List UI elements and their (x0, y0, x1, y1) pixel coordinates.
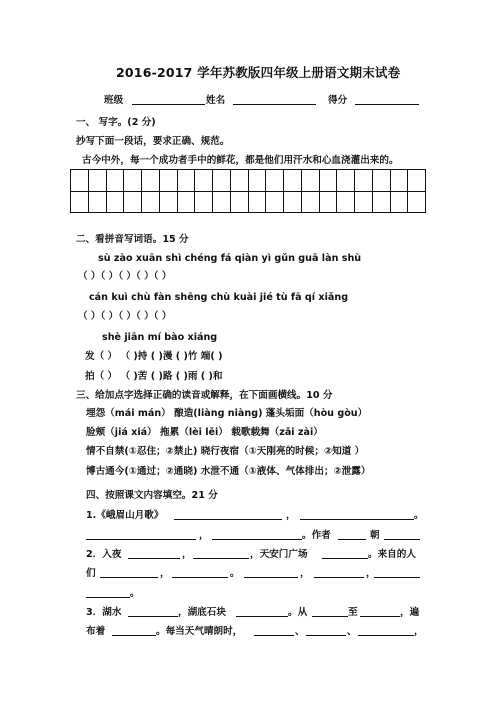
q2-comma-4: ， (366, 568, 376, 579)
q1-period: 。 (414, 510, 424, 521)
q3-stones: ，湖底石块 (178, 607, 226, 618)
q1-blank-1[interactable] (174, 519, 282, 520)
q3-blank-3[interactable] (312, 616, 348, 617)
q3-blank-1[interactable] (128, 616, 178, 617)
q2-blank-3[interactable] (322, 558, 368, 559)
q3-covered: 布着 (86, 626, 106, 637)
class-label: 班级 (104, 95, 124, 106)
writing-grid[interactable] (70, 169, 426, 213)
page-title: 2016-2017 学年苏教版四年级上册语文期末试卷 (116, 65, 401, 80)
q3-blank-6[interactable] (254, 635, 294, 636)
q3-blank-2[interactable] (236, 616, 288, 617)
q2-blank-8[interactable] (374, 577, 420, 578)
q3-from: 。从 (288, 607, 308, 618)
q1-title: 1.《峨眉山月歌》 (86, 510, 164, 521)
q1-author-label: 。作者 (302, 530, 331, 541)
q1-blank-4[interactable] (212, 539, 302, 540)
section-3-heading: 三、给加点字选择正确的读音或解释，在下面画横线。10 分 (76, 390, 333, 401)
section-1-heading: 一、 写字。(2 分) (76, 117, 156, 128)
q1-dynasty-label: 朝 (370, 530, 380, 541)
meaning-line-4: 博古通今(①通过；②通晓) 水泄不通（①液体、气体排出；②泄露） (86, 466, 371, 477)
name-label: 姓名 (206, 95, 226, 106)
q1-comma: ， (286, 510, 296, 521)
q3-dun-2: 、 (347, 626, 357, 637)
meaning-line-3: 情不自禁(①忍住；②禁止) 晓行夜宿（①天刚亮的时候；②知道 ） (86, 446, 365, 457)
fill-row-4: 发（ ） （ )持 ( )漫 ( )竹 端( ) (85, 351, 223, 362)
q2-blank-1[interactable] (128, 558, 180, 559)
q2-blank-2[interactable] (193, 558, 249, 559)
q1-dynasty-blank[interactable] (384, 539, 420, 540)
pinyin-row-1: sù zào xuān shì chéng fá qiàn yì gǔn guā làn shù (98, 253, 362, 264)
brackets-row-1: （ ）（ ）（ ）（ ）（ ） (78, 271, 172, 282)
q2-blank-9[interactable] (86, 597, 130, 598)
section-4-heading: 四、按照课文内容填空。21 分 (86, 490, 218, 501)
score-label: 得分 (328, 95, 348, 106)
score-blank[interactable] (355, 104, 419, 105)
q2-comma: ， (182, 549, 192, 560)
section-2-heading: 二、看拼音写词语。15 分 (76, 234, 189, 245)
q2-comma-3: ， (300, 568, 310, 579)
pinyin-row-2: cán kuì chù fàn shēng chù kuài jié tù fā qí xiǎng (89, 292, 349, 303)
q3-blank-4[interactable] (360, 616, 400, 617)
q2-people-from: 。来自的人 (368, 549, 416, 560)
q2-blank-7[interactable] (314, 577, 364, 578)
q3-blank-8[interactable] (358, 635, 414, 636)
q3-dun-1: 、 (295, 626, 305, 637)
q1-author-blank[interactable] (338, 539, 366, 540)
section-1-passage: 古今中外，每一个成功者手中的鲜花，都是他们用汗水和心血浇灌出来的。 (82, 155, 399, 166)
fill-row-5: 拍（ ） （ )苦 ( )路 ( )雨 ( )和 (85, 371, 223, 382)
q1-blank-2[interactable] (300, 519, 414, 520)
q1-blank-3[interactable] (86, 539, 196, 540)
q1-comma-2: ， (199, 530, 209, 541)
reading-line-2: 脸颊（jiá xiá） 拖累（lèi lěi） 载歌载舞（zǎi zài） (86, 427, 323, 438)
section-1-instruction: 抄写下面一段话，要求正确、规范。 (76, 136, 230, 147)
q2-blank-6[interactable] (244, 577, 298, 578)
class-blank[interactable] (132, 104, 205, 105)
q3-spread: ，遍 (400, 607, 420, 618)
reading-line-1: 埋怨（mái mán） 酿造(liàng niàng) 蓬头垢面（hòu gòu） (86, 408, 368, 419)
q2-people: 们 (86, 568, 96, 579)
q2-blank-5[interactable] (172, 577, 228, 578)
q2-blank-4[interactable] (100, 577, 158, 578)
q3-sunny: 。每当天气晴朗时， (156, 626, 243, 637)
q2-tiananmen: ，天安门广场 (250, 549, 308, 560)
q3-to: 至 (348, 607, 358, 618)
name-blank[interactable] (233, 104, 316, 105)
q3-blank-5[interactable] (112, 635, 156, 636)
q3-start: 3．湖水 (86, 607, 122, 618)
q3-blank-7[interactable] (306, 635, 346, 636)
q2-comma-2: ， (160, 568, 170, 579)
q2-start: 2．入夜 (86, 549, 122, 560)
brackets-row-2: （ ）（ ）（ ）（ ）（ ） (78, 311, 172, 322)
pinyin-row-3: shè jiān mí bào xiáng (102, 332, 218, 343)
